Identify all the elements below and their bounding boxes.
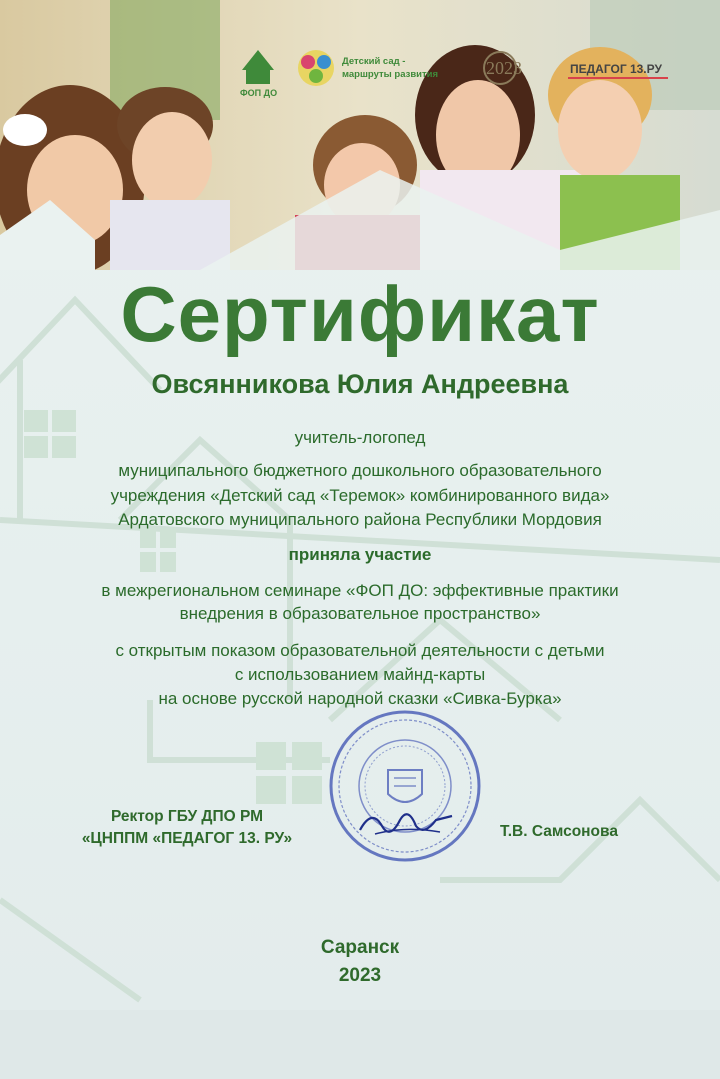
signer-role-line-2: «ЦНППМ «ПЕДАГОГ 13. РУ» (81, 830, 293, 847)
signer-role-line-1: Ректор ГБУ ДПО РМ (110, 808, 264, 825)
svg-text:ФОП ДО: ФОП ДО (240, 88, 278, 98)
show-line-2: с использованием майнд-карты (234, 665, 486, 684)
official-stamp (320, 708, 490, 868)
show-line-3: на основе русской народной сказки «Сивка-Бурка» (158, 689, 562, 708)
footer-place (0, 934, 720, 990)
logos-strip (238, 40, 698, 100)
organization-line-3: Ардатовского муниципального района Республики Мордовия (118, 510, 602, 529)
certificate-title: Сертификат (120, 270, 600, 358)
svg-text:2023: 2023 (486, 58, 522, 78)
signer-role (62, 806, 312, 850)
show-line-1: с открытым показом образовательной деятельности с детьми (115, 641, 605, 660)
kindergarten-logo (298, 50, 438, 86)
svg-text:маршруты развития: маршруты развития (342, 69, 439, 80)
svg-text:ПЕДАГОГ 13.РУ: ПЕДАГОГ 13.РУ (570, 62, 662, 76)
signer-name: Т.В. Самсонова (500, 823, 618, 840)
pedagog-logo (568, 62, 668, 79)
svg-text:Детский сад -: Детский сад - (342, 56, 406, 67)
organization-line-2: учреждения «Детский сад «Теремок» комбинированного вида» (110, 486, 610, 505)
footer-year: 2023 (338, 965, 382, 986)
organization-line-1: муниципального бюджетного дошкольного образовательного (118, 461, 602, 480)
participation-text: приняла участие (288, 545, 432, 564)
seminar-line-2: внедрения в образовательное пространство» (179, 604, 541, 623)
footer-city: Саранск (320, 937, 400, 958)
fop-do-logo (240, 50, 277, 98)
recipient-position: учитель-логопед (294, 428, 426, 447)
seminar-line-1: в межрегиональном семинаре «ФОП ДО: эффективные практики (101, 581, 619, 600)
recipient-name: Овсянникова Юлия Андреевна (151, 369, 569, 399)
year-2023-logo (484, 52, 522, 84)
